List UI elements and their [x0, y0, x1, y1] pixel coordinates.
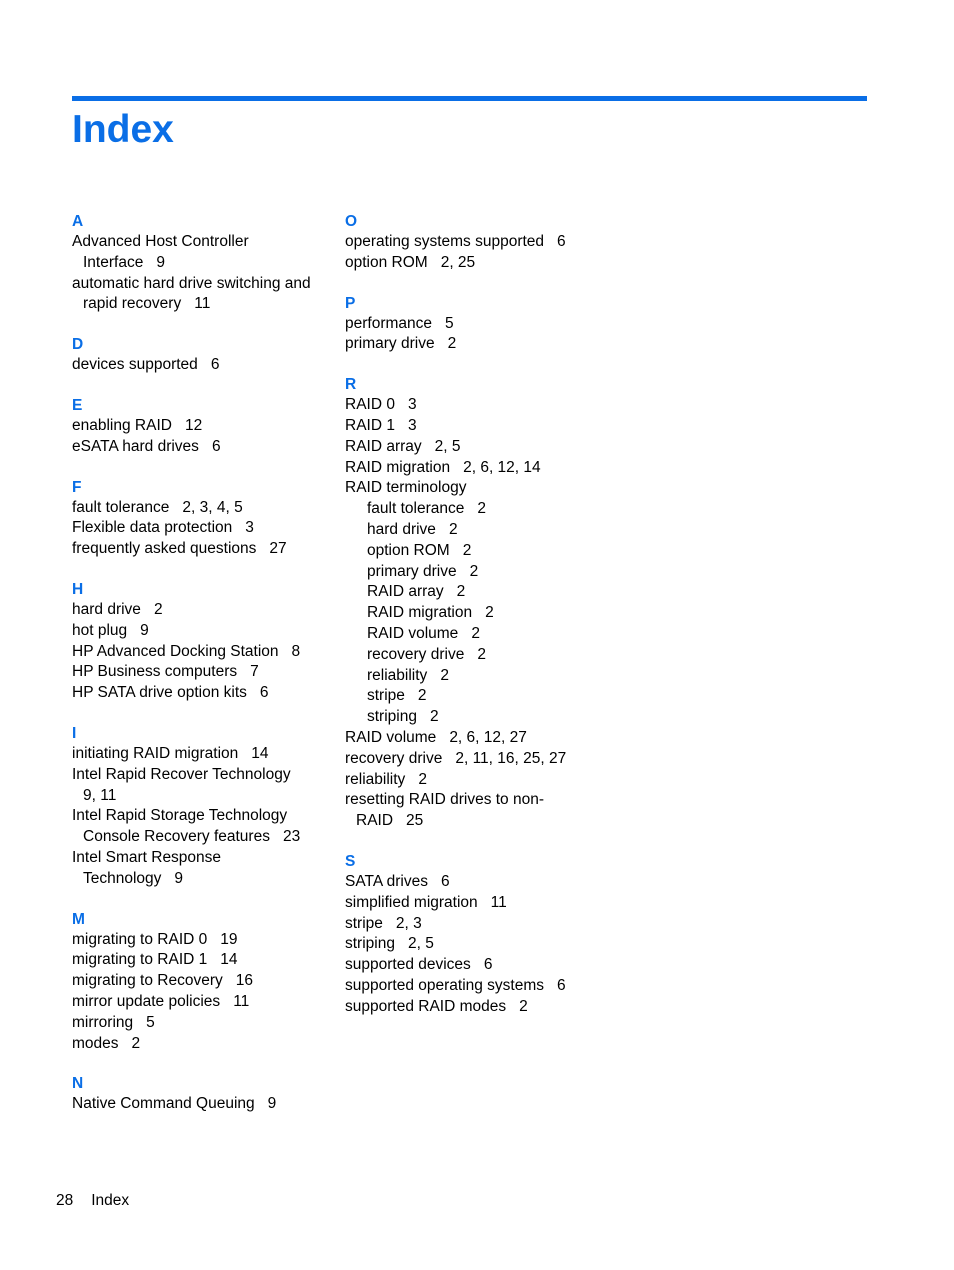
index-entry — [345, 934, 615, 955]
index-entry — [345, 914, 615, 935]
index-entry — [345, 582, 615, 603]
index-entry — [345, 686, 615, 707]
index-term: automatic hard drive switching and — [72, 274, 311, 292]
index-term: fault tolerance — [72, 498, 170, 516]
index-entry — [72, 786, 332, 807]
index-term: migrating to RAID 1 — [72, 951, 208, 969]
page-reference[interactable]: 2, 5 — [434, 437, 461, 455]
index-term: supported RAID modes — [345, 997, 507, 1015]
page-footer — [56, 1191, 129, 1211]
index-term: RAID volume — [345, 728, 437, 746]
index-entry — [72, 642, 332, 663]
page-reference[interactable]: 2, 6, 12, 27 — [449, 728, 527, 746]
index-entry — [72, 1094, 332, 1115]
index-entry — [345, 997, 615, 1018]
index-entry — [345, 624, 615, 645]
index-term: eSATA hard drives — [72, 437, 199, 455]
index-entry — [345, 707, 615, 728]
index-term: Native Command Queuing — [72, 1095, 255, 1113]
page-reference[interactable]: 11 — [233, 992, 250, 1010]
index-entry — [72, 662, 332, 683]
page-reference[interactable]: 6 — [210, 356, 220, 374]
index-entry — [72, 1013, 332, 1034]
index-entry — [72, 744, 332, 765]
page-reference[interactable]: 2 — [485, 604, 494, 622]
page-reference[interactable]: 2, 5 — [407, 935, 434, 953]
page-reference[interactable]: 6 — [557, 976, 566, 994]
section-letter: N — [72, 1075, 84, 1093]
footer-label: Index — [91, 1192, 130, 1209]
index-entry — [345, 520, 615, 541]
index-entry — [345, 728, 615, 749]
index-entry — [72, 416, 332, 437]
index-term: mirroring — [72, 1013, 134, 1031]
page-reference[interactable]: 2 — [131, 1034, 141, 1052]
index-term: Advanced Host Controller — [72, 233, 249, 250]
index-entry — [72, 437, 332, 458]
index-term: Intel Rapid Recover Technology — [72, 765, 291, 783]
page-reference[interactable]: 23 — [282, 828, 301, 846]
index-term: striping — [367, 708, 417, 726]
index-term: supported operating systems — [345, 976, 545, 994]
page-reference[interactable]: 2 — [519, 997, 528, 1015]
section-letter: D — [72, 336, 84, 354]
index-entry — [72, 1034, 332, 1055]
index-entry — [345, 562, 615, 583]
index-section-r — [345, 375, 615, 832]
index-term: striping — [345, 935, 395, 953]
page-reference[interactable]: 9 — [174, 869, 184, 887]
page-reference[interactable]: 2 — [469, 562, 479, 580]
index-term: mirror update policies — [72, 992, 221, 1010]
index-term: RAID migration — [367, 604, 473, 622]
index-term: RAID — [356, 812, 394, 830]
index-entry — [72, 274, 332, 295]
index-term: reliability — [367, 666, 428, 684]
index-term: RAID array — [367, 583, 444, 601]
page-reference[interactable]: 19 — [220, 930, 238, 948]
page-reference[interactable]: 6 — [259, 684, 269, 702]
index-term: stripe — [345, 914, 383, 932]
index-term: modes — [72, 1034, 119, 1052]
page-reference[interactable]: 2 — [471, 624, 480, 642]
header-rule — [72, 96, 867, 101]
index-term: resetting RAID drives to non- — [345, 791, 545, 809]
page-reference[interactable]: 16 — [235, 972, 254, 990]
index-entry — [72, 600, 332, 621]
index-section-m — [72, 910, 332, 1055]
index-term: HP Business computers — [72, 663, 238, 681]
index-entry — [345, 976, 615, 997]
page-reference[interactable]: 6 — [440, 872, 450, 890]
index-entry — [345, 334, 615, 355]
page-reference[interactable]: 12 — [184, 416, 203, 434]
section-letter: P — [345, 294, 356, 312]
index-entry — [345, 499, 615, 520]
page-reference[interactable]: 25 — [406, 812, 424, 830]
index-entry — [72, 232, 332, 253]
index-term: simplified migration — [345, 893, 478, 911]
index-term: RAID 0 — [345, 396, 395, 414]
index-term: migrating to RAID 0 — [72, 930, 208, 948]
index-term: 9, 11 — [83, 786, 117, 804]
index-term: HP SATA drive option kits — [72, 684, 247, 702]
index-section-p — [345, 294, 615, 356]
index-term: Intel Rapid Storage Technology — [72, 807, 288, 825]
index-section-d — [72, 335, 332, 376]
page-reference[interactable]: 2 — [417, 687, 427, 705]
section-letter: O — [345, 213, 358, 230]
index-entry — [72, 518, 332, 539]
index-term: RAID volume — [367, 624, 459, 642]
index-entry — [345, 811, 615, 832]
index-term: hot plug — [72, 621, 128, 639]
index-entry — [72, 355, 332, 376]
page-reference[interactable]: 2 — [429, 708, 439, 726]
index-entry — [345, 893, 615, 914]
index-term: hard drive — [72, 600, 141, 618]
index-term: Interface — [83, 253, 144, 271]
index-term: recovery drive — [367, 645, 465, 663]
index-section-o — [345, 212, 615, 274]
page-reference[interactable]: 8 — [291, 642, 301, 660]
page-reference[interactable]: 2 — [447, 335, 457, 353]
section-letter: F — [72, 478, 82, 496]
index-column-left — [72, 212, 332, 1135]
page-reference[interactable]: 2 — [477, 645, 486, 663]
index-entry — [72, 683, 332, 704]
index-entry — [72, 806, 332, 827]
page-reference[interactable]: 27 — [269, 540, 287, 558]
index-entry — [72, 498, 332, 519]
index-term: hard drive — [367, 520, 436, 538]
section-letter: A — [72, 213, 84, 230]
index-term: primary drive — [345, 335, 435, 353]
index-section-s — [345, 852, 615, 1018]
page-reference[interactable]: 9 — [267, 1095, 277, 1113]
index-entry — [72, 539, 332, 560]
page-reference[interactable]: 2 — [153, 600, 163, 618]
index-entry — [72, 930, 332, 951]
page-reference[interactable]: 2 — [418, 770, 427, 788]
index-entry — [72, 765, 332, 786]
index-term: option ROM — [345, 253, 428, 271]
index-entry — [72, 992, 332, 1013]
index-entry — [345, 770, 615, 791]
index-term: devices supported — [72, 356, 198, 374]
index-term: rapid recovery — [83, 295, 182, 313]
index-entry — [72, 971, 332, 992]
index-entry — [345, 603, 615, 624]
index-term: RAID array — [345, 437, 422, 455]
index-term: HP Advanced Docking Station — [72, 642, 279, 660]
page-number: 28 — [56, 1192, 74, 1209]
page-reference[interactable]: 5 — [445, 314, 454, 332]
index-term: RAID migration — [345, 458, 451, 476]
index-entry — [345, 458, 615, 479]
index-entry — [72, 950, 332, 971]
index-section-n — [72, 1074, 332, 1115]
index-term: enabling RAID — [72, 416, 172, 434]
page-reference[interactable]: 6 — [483, 956, 493, 974]
page-reference[interactable]: 2, 6, 12, 14 — [463, 458, 541, 476]
page-title: Index — [72, 108, 174, 151]
index-term: fault tolerance — [367, 500, 465, 518]
index-entry — [345, 478, 615, 499]
index-entry — [72, 621, 332, 642]
index-entry — [72, 827, 332, 848]
index-section-f — [72, 478, 332, 560]
section-letter: M — [72, 910, 85, 928]
index-entry — [345, 790, 615, 811]
page-reference[interactable]: 5 — [146, 1013, 155, 1031]
index-entry — [72, 869, 332, 890]
index-term: migrating to Recovery — [72, 972, 223, 990]
page-reference[interactable]: 11 — [194, 295, 211, 313]
index-entry — [345, 955, 615, 976]
page-reference[interactable]: 6 — [557, 233, 566, 250]
page-reference[interactable]: 9 — [156, 253, 165, 271]
index-entry — [72, 294, 332, 315]
page-reference[interactable]: 3 — [407, 416, 417, 434]
index-entry — [345, 541, 615, 562]
index-entry — [345, 666, 615, 687]
index-term: recovery drive — [345, 749, 443, 767]
index-term: supported devices — [345, 956, 471, 974]
index-term: reliability — [345, 770, 406, 788]
index-term: Technology — [83, 869, 162, 887]
page-reference[interactable]: 2 — [456, 583, 466, 601]
index-entry — [345, 645, 615, 666]
index-entry — [345, 872, 615, 893]
index-column-right — [345, 212, 615, 1038]
page-reference[interactable]: 11 — [490, 893, 507, 911]
page-reference[interactable]: 2, 3, 4, 5 — [182, 498, 243, 516]
index-section-a — [72, 212, 332, 315]
index-entry — [72, 253, 332, 274]
page-reference[interactable]: 14 — [220, 951, 238, 969]
page-reference[interactable]: 2 — [440, 666, 449, 684]
section-letter: I — [72, 724, 77, 742]
page-reference[interactable]: 6 — [211, 437, 221, 455]
index-term: frequently asked questions — [72, 540, 257, 558]
page-reference[interactable]: 2, 11, 16, 25, 27 — [455, 749, 567, 767]
section-letter: R — [345, 376, 357, 394]
index-term: primary drive — [367, 562, 457, 580]
page-reference[interactable]: 9 — [140, 621, 149, 639]
index-section-e — [72, 396, 332, 458]
index-term: RAID terminology — [345, 479, 467, 497]
index-section-h — [72, 580, 332, 704]
index-entry — [345, 437, 615, 458]
page-reference[interactable]: 2 — [462, 541, 472, 559]
page-reference[interactable]: 14 — [251, 744, 269, 762]
index-term: SATA drives — [345, 872, 428, 890]
index-term: Intel Smart Response — [72, 848, 222, 866]
index-term: Console Recovery features — [83, 828, 270, 846]
section-letter: E — [72, 396, 83, 414]
index-entry — [345, 314, 615, 335]
index-term: stripe — [367, 687, 405, 705]
index-term: Flexible data protection — [72, 519, 233, 537]
page-reference[interactable]: 3 — [245, 519, 254, 537]
page-reference[interactable]: 2, 25 — [440, 253, 476, 271]
index-entry — [72, 848, 332, 869]
index-term: operating systems supported — [345, 233, 545, 250]
index-term: performance — [345, 314, 433, 332]
section-letter: H — [72, 580, 84, 598]
page-reference[interactable]: 2 — [448, 520, 458, 538]
index-section-i — [72, 724, 332, 890]
index-entry — [345, 416, 615, 437]
index-entry — [345, 232, 615, 253]
index-term: option ROM — [367, 541, 450, 559]
index-term: initiating RAID migration — [72, 744, 239, 762]
page-reference[interactable]: 2, 3 — [395, 914, 422, 932]
page-reference[interactable]: 2 — [477, 500, 486, 518]
index-term: RAID 1 — [345, 416, 395, 434]
index-entry — [345, 749, 615, 770]
index-entry — [345, 253, 615, 274]
page-reference[interactable]: 3 — [407, 396, 417, 414]
section-letter: S — [345, 852, 356, 870]
page-reference[interactable]: 7 — [250, 663, 259, 681]
index-entry — [345, 395, 615, 416]
